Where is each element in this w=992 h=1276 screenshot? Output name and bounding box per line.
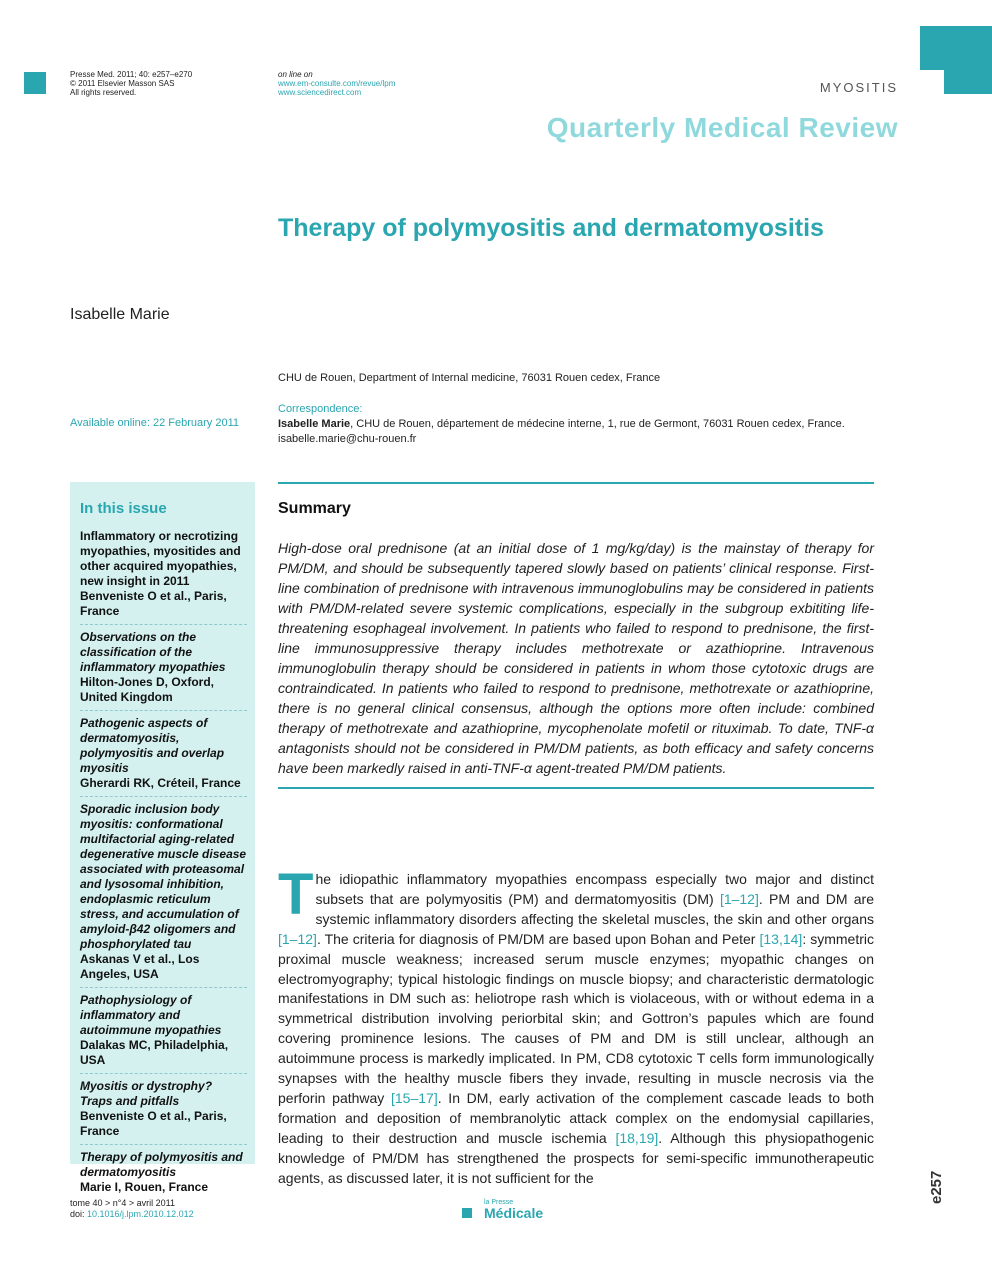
online-links: on line on www.em-consulte.com/revue/lpm www.sciencedirect.com (278, 70, 396, 97)
issue-item[interactable] (80, 1150, 247, 1200)
issue-item[interactable] (80, 1079, 247, 1145)
issue-list (80, 529, 247, 1200)
logo-square-icon (462, 1208, 472, 1218)
citation-link[interactable]: [1–12] (278, 930, 317, 947)
issue-item-title: Therapy of polymyositis and dermatomyositis (80, 1150, 243, 1179)
author-affiliation: CHU de Rouen, Department of Internal medicine, 76031 Rouen cedex, France (278, 372, 661, 384)
issue-item-author: Hilton-Jones D, Oxford, United Kingdom (80, 675, 215, 704)
body-text-segment: . PM and DM are systemic inflammatory disorders affecting the skeletal muscles, the skin and other organs (315, 890, 874, 927)
publication-info: Presse Med. 2011; 40: e257–e270 © 2011 Elsevier Masson SAS All rights reserved. (70, 70, 193, 97)
author-name: Isabelle Marie (70, 306, 170, 323)
body-text-segment: he idiopathic inflammatory myopathies encompass especially two major and distinct subsets that are polymyositis (PM) and dermatomyositis (DM) (315, 871, 874, 907)
issue-item-author: Benveniste O et al., Paris, France (80, 1109, 227, 1138)
sidebar-heading: In this issue (80, 500, 167, 517)
in-this-issue-sidebar (70, 482, 255, 1194)
body-text-segment: . The criteria for diagnosis of PM/DM are based upon Bohan and Peter (316, 930, 760, 947)
corner-square-decoration (24, 72, 46, 94)
citation-link[interactable]: [1–12] (719, 890, 759, 907)
body-text-segment: . Although this physiopathogenic knowledge of PM/DM has strengthened the prospects for semi-specific immunotherapeutic agents, as discussed later, it is not sufficient for the (278, 1129, 875, 1186)
doi-link[interactable]: 10.1016/j.lpm.2010.12.012 (87, 1209, 194, 1219)
body-text-segment: . In DM, early activation of the complement cascade leads to both formation and deposition of membranolytic attack complex on the endomysial capillaries, leading to their destruction and muscle ischemia (278, 1089, 874, 1146)
issue-item[interactable] (80, 993, 247, 1074)
correspondence-block: Correspondence: Isabelle Marie, CHU de Rouen, département de médecine interne, 1, rue de Germont, 76031 Rouen cedex, France. isabelle.marie@chu-rouen.fr (278, 402, 878, 447)
body-text-segment: : symmetric proximal muscle weakness; increased serum muscle enzymes; myopathic changes on electromyography; typical histologic findings on muscle biopsy; and characteristic dermatologic manifestations in DM such as: heliotrope rash which is violaceous, with or without edema in a symmetrical distribution involving periorbital skin; and Gottron’s papules which are found covering prominence lesions. The causes of PM and DM is still unclear, although an autoimmune process is markedly implicated. In PM, CD8 cytotoxic T cells form immunologically synapses with the healthy muscle fibers they invade, resulting in muscle necrosis via the perforin pathway (278, 930, 874, 1106)
issue-item-author: Dalakas MC, Philadelphia, USA (80, 1038, 229, 1067)
issue-item[interactable] (80, 529, 247, 625)
issue-item-title: Pathophysiology of inflammatory and autoimmune myopathies (80, 993, 222, 1037)
summary-heading: Summary (278, 500, 351, 517)
available-online-date: Available online: 22 February 2011 (70, 417, 239, 429)
issue-item-author: Marie I, Rouen, France (80, 1180, 209, 1194)
issue-item-title: Observations on the classification of the inflammatory myopathies (80, 630, 226, 674)
footer-issue-info: tome 40 > n°4 > avril 2011 doi: 10.1016/j.lpm.2010.12.012 (70, 1198, 194, 1219)
summary-top-rule (278, 482, 874, 484)
summary-bottom-rule (278, 787, 874, 789)
issue-item[interactable] (80, 630, 247, 711)
issue-item-author: Benveniste O et al., Paris, France (80, 589, 227, 618)
citation-link[interactable]: [18,19] (615, 1129, 659, 1146)
issue-item[interactable] (80, 802, 247, 988)
journal-title: Quarterly Medical Review (546, 112, 898, 143)
article-title: Therapy of polymyositis and dermatomyositis (278, 214, 824, 242)
issue-item[interactable] (80, 716, 247, 797)
issue-item-title: Sporadic inclusion body myositis: conformational multifactorial aging-related degenerative muscle disease associated with proteasomal and lysosomal inhibition, endoplasmic reticulum stress, and accumulation of amyloid-β42 oligomers and phosphorylated tau (80, 802, 247, 951)
section-label: MYOSITIS (819, 80, 898, 95)
link-em-consulte[interactable]: www.em-consulte.com/revue/lpm (278, 79, 396, 88)
issue-item-author: Gherardi RK, Créteil, France (80, 776, 241, 790)
correspondence-name: Isabelle Marie (278, 418, 351, 430)
citation-link[interactable]: [13,14] (759, 930, 803, 947)
correspondence-email[interactable]: isabelle.marie@chu-rouen.fr (278, 433, 417, 445)
summary-text: High-dose oral prednisone (at an initial dose of 1 mg/kg/day) is the mainstay of therapy for PM/DM, and should be subsequently tapered slowly based on patients’ clinical response. First-line combination of prednisone with intravenous immunoglobulins may be considered in patients with PM/DM-related severe systemic complications, especially in the subgroup exbititing life-threatening esophageal involvement. In patients who failed to respond to prednisone, the first-line immunosuppressive therapy includes methotrexate or azathioprine. Intravenous immunoglobulin therapy should be considered in patients in whom those cytotoxic drugs are contraindicated. In patients who failed to respond to prednisone, methotrexate or azathioprine, there is no general clinical consensus, although the options more often include: combined therapy of methotrexate and azathioprine, mycophenolate mofetil or rituximab. To date, TNF-α antagonists should not be considered in PM/DM patients, as both efficacy and safety concerns have been markedly raised in anti-TNF-α agent-treated PM/DM patients. (278, 540, 874, 776)
issue-item-title: Inflammatory or necrotizing myopathies, myositides and other acquired myopathies, new insight in 2011 (80, 529, 241, 588)
issue-item-title: Pathogenic aspects of dermatomyositis, polymyositis and overlap myositis (80, 716, 225, 775)
link-sciencedirect[interactable]: www.sciencedirect.com (278, 88, 362, 97)
page-number: e257 (928, 1170, 945, 1204)
citation-link[interactable]: [15–17] (391, 1089, 438, 1106)
issue-item-title: Myositis or dystrophy? Traps and pitfalls (80, 1079, 213, 1108)
drop-cap: T (278, 862, 314, 927)
body-paragraph (278, 862, 875, 1189)
correspondence-address: , CHU de Rouen, département de médecine interne, 1, rue de Germont, 76031 Rouen cedex, France. (350, 418, 845, 430)
issue-item-author: Askanas V et al., Los Angeles, USA (80, 952, 200, 981)
